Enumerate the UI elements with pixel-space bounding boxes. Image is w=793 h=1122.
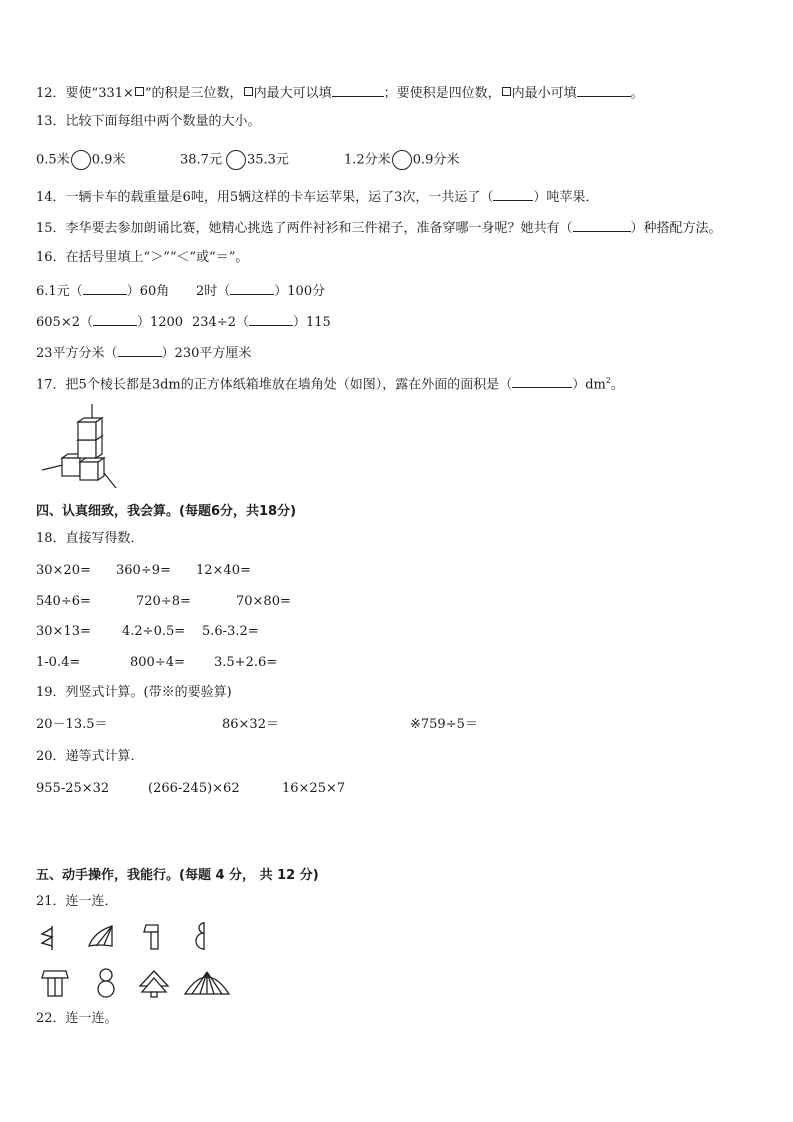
cube-stack-figure: [40, 402, 120, 492]
compare-item: 6.1元（ ）60角: [36, 280, 169, 301]
umbrella-icon: [182, 968, 232, 1000]
compare-item: 23平方分米（ ）230平方厘米: [36, 342, 251, 363]
answer-blank[interactable]: [493, 186, 533, 201]
answer-blank[interactable]: [118, 342, 162, 357]
compare-pair: 1.2分米 0.9分米: [344, 150, 459, 170]
answer-blank[interactable]: [332, 82, 384, 97]
half-snowman-icon: [192, 920, 210, 952]
question-20: 20．递等式计算．: [36, 749, 144, 764]
calc-item: (266-245)×62: [148, 781, 240, 796]
calc-item: 16×25×7: [282, 781, 346, 796]
compare-circle[interactable]: [392, 150, 412, 170]
calc-item: 1-0.4=: [36, 655, 81, 670]
question-19: 19．列竖式计算。(带※的要验算): [36, 685, 232, 700]
compare-circle[interactable]: [226, 150, 246, 170]
question-12: 12．要使“331× ”的积是三位数， 内最大可以填 ；要使积是四位数， 内最小可填 。: [36, 82, 644, 103]
half-umbrella-icon: [86, 922, 116, 950]
calc-item: ※759÷5＝: [410, 717, 478, 732]
compare-item: 234÷2（ ）115: [192, 311, 331, 332]
question-21: 21．连一连．: [36, 894, 118, 909]
calc-item: 955-25×32: [36, 781, 110, 796]
answer-blank[interactable]: [573, 217, 631, 232]
question-18: 18．直接写得数．: [36, 531, 144, 546]
half-zigzag-icon: [38, 924, 62, 952]
answer-blank[interactable]: [93, 311, 137, 326]
calc-item: 4.2÷0.5=: [122, 624, 186, 639]
calc-item: 800÷4=: [130, 655, 185, 670]
answer-blank[interactable]: [249, 311, 293, 326]
calc-item: 86×32＝: [222, 717, 279, 732]
section-5-title: 五、动手操作，我能行。(每题 4 分， 共 12 分): [36, 868, 319, 883]
compare-circle[interactable]: [71, 150, 91, 170]
lamp-icon: [40, 968, 70, 1000]
answer-blank[interactable]: [230, 280, 274, 295]
calc-item: 70×80=: [236, 594, 291, 609]
square-box-icon: [502, 87, 511, 96]
answer-blank[interactable]: [512, 373, 572, 388]
calc-item: 20－13.5＝: [36, 717, 108, 732]
question-13: 13．比较下面每组中两个数量的大小。: [36, 114, 261, 129]
calc-item: 12×40=: [196, 563, 251, 578]
question-16: 16．在括号里填上“＞”“＜”或“＝”。: [36, 250, 249, 265]
question-22: 22．连一连。: [36, 1011, 118, 1026]
section-4-title: 四、认真细致，我会算。(每题6分，共18分): [36, 504, 297, 519]
calc-item: 30×13=: [36, 624, 91, 639]
tree-icon: [138, 968, 170, 1000]
answer-blank[interactable]: [83, 280, 127, 295]
question-15: 15．李华要去参加朗诵比赛，她精心挑选了两件衬衫和三件裙子，准备穿哪一身呢？她共有（ ）种搭配方法。: [36, 217, 722, 238]
square-box-icon: [244, 87, 253, 96]
answer-blank[interactable]: [577, 82, 631, 97]
half-lamp-icon: [142, 922, 164, 952]
square-box-icon: [135, 87, 144, 96]
calc-item: 3.5+2.6=: [214, 655, 278, 670]
question-14: 14．一辆卡车的载重量是6吨，用5辆这样的卡车运苹果，运了3次，一共运了（ ）吨苹果．: [36, 186, 598, 207]
compare-item: 2时（ ）100分: [196, 280, 325, 301]
calc-item: 5.6-3.2=: [202, 624, 259, 639]
snowman-icon: [94, 966, 118, 1000]
question-17: 17．把5个棱长都是3dm的正方体纸箱堆放在墙角处（如图），露在外面的面积是（ ）$dm^2$。: [36, 372, 624, 394]
calc-item: 360÷9=: [116, 563, 171, 578]
calc-item: 720÷8=: [136, 594, 191, 609]
compare-pair: 38.7元 35.3元: [180, 150, 289, 170]
compare-pair: 0.5米 0.9米: [36, 150, 125, 170]
compare-item: 605×2（ ）1200: [36, 311, 183, 332]
calc-item: 30×20=: [36, 563, 91, 578]
calc-item: 540÷6=: [36, 594, 91, 609]
